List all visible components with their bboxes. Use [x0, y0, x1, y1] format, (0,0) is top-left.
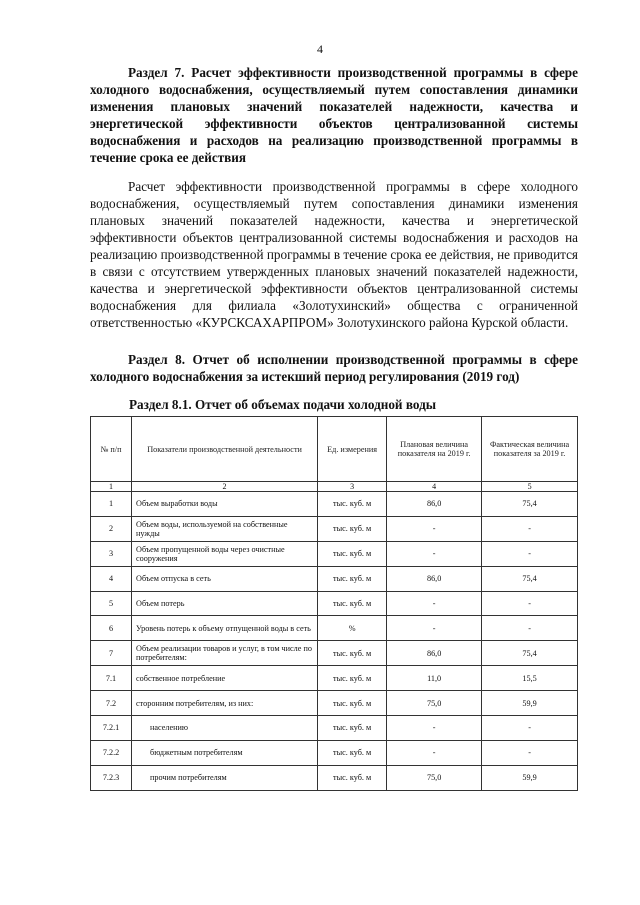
table-row [91, 541, 578, 566]
row-unit: тыс. куб. м [318, 691, 387, 716]
row-indicator: населению [132, 716, 318, 741]
header-number: № п/п [91, 417, 132, 482]
row-fact: 59,9 [482, 765, 578, 790]
row-plan: - [387, 740, 482, 765]
row-fact: - [482, 716, 578, 741]
row-number: 7.1 [91, 666, 132, 691]
section-7-heading: Раздел 7. Расчет эффективности производственной программы в сфере холодного водоснабжения, осуществляемый путем сопоставления динамики изменения плановых значений показателей надежности, качества и энергетической эффективности объектов централизованной системы водоснабжения и расходов на реализацию производственной программы в течение срока ее действия [90, 65, 578, 165]
row-plan: 11,0 [387, 666, 482, 691]
row-indicator: Объем отпуска в сеть [132, 566, 318, 591]
row-plan: - [387, 591, 482, 616]
header-plan: Плановая величина показателя на 2019 г. [387, 417, 482, 482]
row-indicator: Объем потерь [132, 591, 318, 616]
row-plan: 75,0 [387, 765, 482, 790]
row-fact: 75,4 [482, 566, 578, 591]
row-plan: 75,0 [387, 691, 482, 716]
row-indicator: Объем пропущенной воды через очистные сооружения [132, 541, 318, 566]
row-unit: тыс. куб. м [318, 641, 387, 666]
table-row [91, 641, 578, 666]
row-number: 7.2.1 [91, 716, 132, 741]
row-unit: % [318, 616, 387, 641]
row-fact: - [482, 616, 578, 641]
row-unit: тыс. куб. м [318, 666, 387, 691]
page-number: 4 [317, 42, 323, 56]
row-plan: - [387, 616, 482, 641]
row-fact: 75,4 [482, 641, 578, 666]
row-unit: тыс. куб. м [318, 541, 387, 566]
section-7-paragraph: Расчет эффективности производственной программы в сфере холодного водоснабжения, осуществляемый путем сопоставления динамики изменения плановых значений показателей надежности, качества и энергетической эффективности объектов централизованной системы водоснабжения и расходов на реализацию производственной программы в течение срока ее действия, не приводится в связи с отсутствием утвержденных плановых значений показателей надежности, качества и энергетической эффективности объектов централизованной системы водоснабжения для филиала «Золотухинский» общества с ограниченной ответственностью «КУРСКСАХАРПРОМ» Золотухинского района Курской области. [90, 179, 578, 330]
row-indicator: бюджетным потребителям [132, 740, 318, 765]
column-number: 2 [132, 482, 318, 492]
table-row [91, 566, 578, 591]
row-fact: - [482, 740, 578, 765]
row-plan: - [387, 716, 482, 741]
row-unit: тыс. куб. м [318, 492, 387, 517]
row-indicator: Уровень потерь к объему отпущенной воды в сеть [132, 616, 318, 641]
table-row [91, 666, 578, 691]
row-indicator: Объем воды, используемой на собственные нужды [132, 516, 318, 541]
table-row [91, 740, 578, 765]
table-row [91, 716, 578, 741]
column-number: 4 [387, 482, 482, 492]
row-plan: 86,0 [387, 641, 482, 666]
row-number: 1 [91, 492, 132, 517]
table-header-row [91, 417, 578, 482]
water-supply-report-table [90, 416, 578, 791]
row-plan: - [387, 516, 482, 541]
header-fact: Фактическая величина показателя за 2019 г. [482, 417, 578, 482]
row-indicator: Объем реализации товаров и услуг, в том числе по потребителям: [132, 641, 318, 666]
column-number: 3 [318, 482, 387, 492]
row-plan: - [387, 541, 482, 566]
column-number: 5 [482, 482, 578, 492]
table-row [91, 591, 578, 616]
row-unit: тыс. куб. м [318, 765, 387, 790]
row-indicator: сторонним потребителям, из них: [132, 691, 318, 716]
section-8-1-heading: Раздел 8.1. Отчет об объемах подачи холодной воды [129, 397, 437, 412]
row-plan: 86,0 [387, 566, 482, 591]
row-number: 6 [91, 616, 132, 641]
row-indicator: Объем выработки воды [132, 492, 318, 517]
row-fact: - [482, 591, 578, 616]
column-number-row [91, 482, 578, 492]
row-unit: тыс. куб. м [318, 716, 387, 741]
row-fact: 59,9 [482, 691, 578, 716]
row-fact: 75,4 [482, 492, 578, 517]
row-unit: тыс. куб. м [318, 740, 387, 765]
row-number: 7.2 [91, 691, 132, 716]
table-row [91, 765, 578, 790]
table-row [91, 492, 578, 517]
row-number: 4 [91, 566, 132, 591]
row-indicator: прочим потребителям [132, 765, 318, 790]
table-row [91, 691, 578, 716]
row-fact: - [482, 541, 578, 566]
row-plan: 86,0 [387, 492, 482, 517]
row-unit: тыс. куб. м [318, 516, 387, 541]
row-fact: - [482, 516, 578, 541]
row-unit: тыс. куб. м [318, 566, 387, 591]
row-number: 7 [91, 641, 132, 666]
row-number: 7.2.3 [91, 765, 132, 790]
header-unit: Ед. измерения [318, 417, 387, 482]
row-number: 7.2.2 [91, 740, 132, 765]
row-number: 3 [91, 541, 132, 566]
table-row [91, 516, 578, 541]
row-number: 2 [91, 516, 132, 541]
row-fact: 15,5 [482, 666, 578, 691]
row-unit: тыс. куб. м [318, 591, 387, 616]
row-number: 5 [91, 591, 132, 616]
section-8-heading: Раздел 8. Отчет об исполнении производственной программы в сфере холодного водоснабжения за истекший период регулирования (2019 год) [90, 352, 578, 384]
table-row [91, 616, 578, 641]
column-number: 1 [91, 482, 132, 492]
row-indicator: собственное потребление [132, 666, 318, 691]
header-indicator: Показатели производственной деятельности [132, 417, 318, 482]
